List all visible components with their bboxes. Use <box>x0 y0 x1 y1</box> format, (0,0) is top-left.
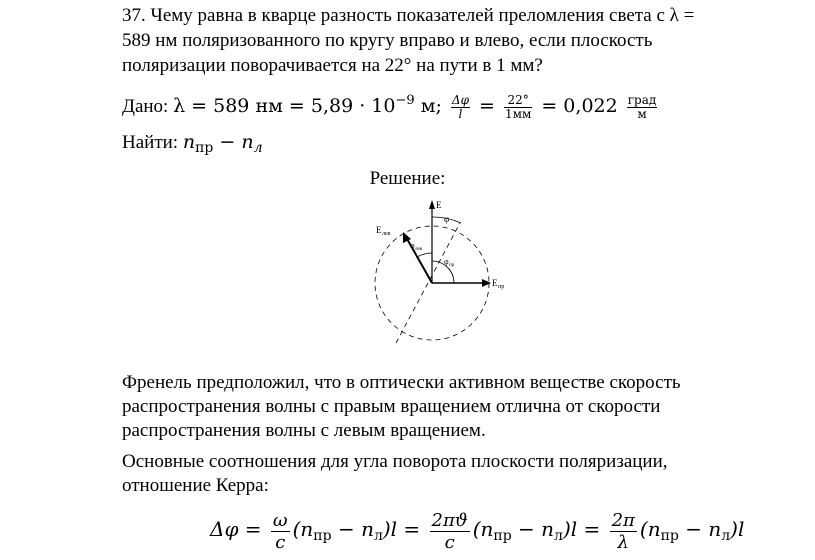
given-frac-dphi-l <box>451 94 470 121</box>
given-eq2: = 0,022 <box>535 95 624 117</box>
given-lambda: λ = 589 нм = 5,89 · 10 <box>173 95 396 117</box>
f2-den: c <box>444 531 455 553</box>
problem-line-3: поляризации поворачивается на 22° на пути в 1 мм? <box>122 55 543 76</box>
formula-sub3: пр <box>660 528 679 544</box>
label-phi-pr: φ <box>444 257 449 266</box>
given-eq1: = <box>473 95 501 117</box>
formula-frac-2pinu-c <box>430 510 470 553</box>
given-frac-grad-m <box>627 94 658 121</box>
formula-mid2: − n <box>511 517 555 541</box>
formula-mid1: − n <box>331 517 374 541</box>
arc-phi-lev <box>417 253 432 257</box>
label-phi-pr-sub: пр <box>449 263 455 268</box>
frac3-num: град <box>627 93 657 108</box>
find-minus: − <box>213 131 242 153</box>
given-unit: м; <box>414 95 448 117</box>
formula-close1: )l = <box>382 517 427 541</box>
given-frac-22-1mm <box>504 94 532 121</box>
frac3-den: м <box>637 107 647 122</box>
solution-title: Решение: <box>369 168 446 189</box>
formula-paren2: (n <box>472 517 494 541</box>
para1-line-1: Френель предположил, что в оптически активном веществе скорость <box>122 372 681 393</box>
find-sub-pr: пр <box>195 140 214 156</box>
given-line <box>122 86 660 122</box>
f3-den: λ <box>617 531 629 553</box>
label-E: E <box>436 200 442 210</box>
find-label: Найти: <box>122 132 183 153</box>
label-E-pr-sub: пр <box>498 284 505 290</box>
find-n: n <box>182 131 196 153</box>
formula-sub1b: л <box>373 528 383 544</box>
label-phi-lev-sub: лев <box>415 247 423 252</box>
formula-mid3: − n <box>678 517 722 541</box>
find-sub-l: л <box>253 140 263 156</box>
formula-paren1: (n <box>292 517 314 541</box>
vector-E-pr-arrowhead <box>482 279 491 287</box>
formula-paren3: (n <box>639 517 661 541</box>
frac1-num: Δφ <box>451 93 469 108</box>
given-label: Дано: <box>122 96 174 117</box>
para1-line-3: распространения волны с левым вращением. <box>122 420 486 441</box>
f3-num: 2π <box>611 509 635 531</box>
formula-sub2b: л <box>554 528 563 544</box>
label-phi: φ <box>444 214 450 224</box>
formula-frac-omega-c <box>271 510 290 553</box>
label-E-lev: E <box>376 225 382 235</box>
formula-close2: )l = <box>562 517 607 541</box>
given-exponent: −9 <box>395 93 415 108</box>
label-E-lev-sub: лев <box>382 231 391 237</box>
polarization-diagram <box>360 195 520 365</box>
problem-line-2: 589 нм поляризованного по кругу вправо и влево, если плоскость <box>122 30 653 51</box>
formula-lhs: Δφ = <box>210 517 268 541</box>
label-phi-lev: φ <box>410 241 415 250</box>
frac2-num: 22° <box>504 94 532 108</box>
formula-close3: )l <box>730 517 745 541</box>
find-line <box>122 131 263 159</box>
para2-line-2: отношение Керра: <box>122 475 269 496</box>
para2-line-1: Основные соотношения для угла поворота плоскости поляризации, <box>122 451 668 472</box>
f2-num: 2πϑ <box>431 509 468 531</box>
formula-sub2: пр <box>493 528 512 544</box>
vector-E-arrowhead <box>429 200 435 209</box>
problem-line-1: 37. Чему равна в кварце разность показателей преломления света с λ = <box>122 5 695 26</box>
formula-line <box>210 505 744 560</box>
f1-den: c <box>275 531 286 553</box>
formula-frac-2pi-lambda <box>610 510 637 553</box>
label-E-pr: E <box>492 278 498 288</box>
para1-line-2: распространения волны с правым вращением отлична от скорости <box>122 396 661 417</box>
find-n2: n <box>241 131 254 153</box>
formula-sub1: пр <box>313 528 332 544</box>
f1-num: ω <box>272 509 288 531</box>
frac1-den: l <box>458 107 463 122</box>
frac2-den: 1мм <box>505 107 532 122</box>
formula-sub3b: л <box>721 528 731 544</box>
